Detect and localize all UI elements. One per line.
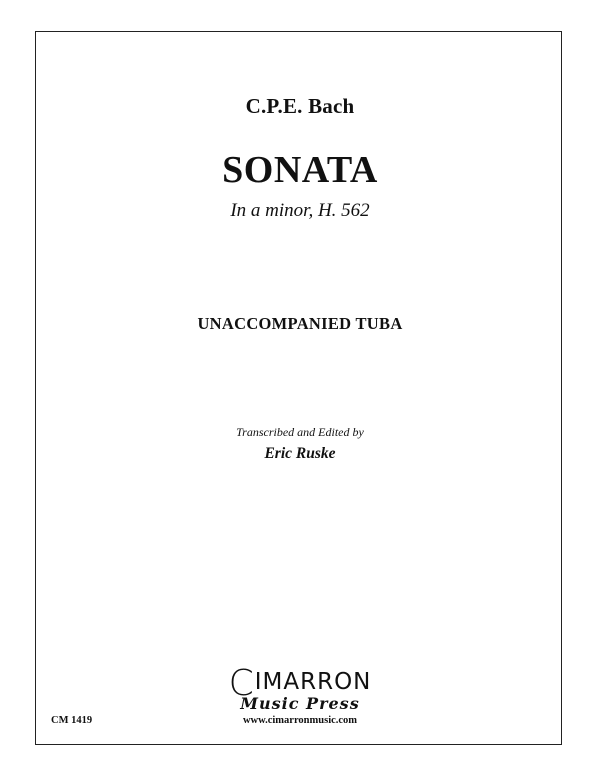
logo-initial: C <box>228 663 255 704</box>
instrumentation: UNACCOMPANIED TUBA <box>197 314 403 333</box>
publisher-website: www.cimarronmusic.com <box>242 715 358 726</box>
editor-name: Eric Ruske <box>264 445 336 462</box>
catalog-number: CM 1419 <box>51 715 93 726</box>
work-title: SONATA <box>222 149 378 191</box>
work-subtitle: In a minor, H. 562 <box>230 200 370 221</box>
page-border <box>35 31 562 745</box>
composer-name: C.P.E. Bach <box>245 94 355 118</box>
credit-label: Transcribed and Edited by <box>236 425 364 439</box>
logo-text: IMARRON <box>254 669 372 695</box>
publisher-logo-subtitle: Music Press <box>240 694 360 713</box>
